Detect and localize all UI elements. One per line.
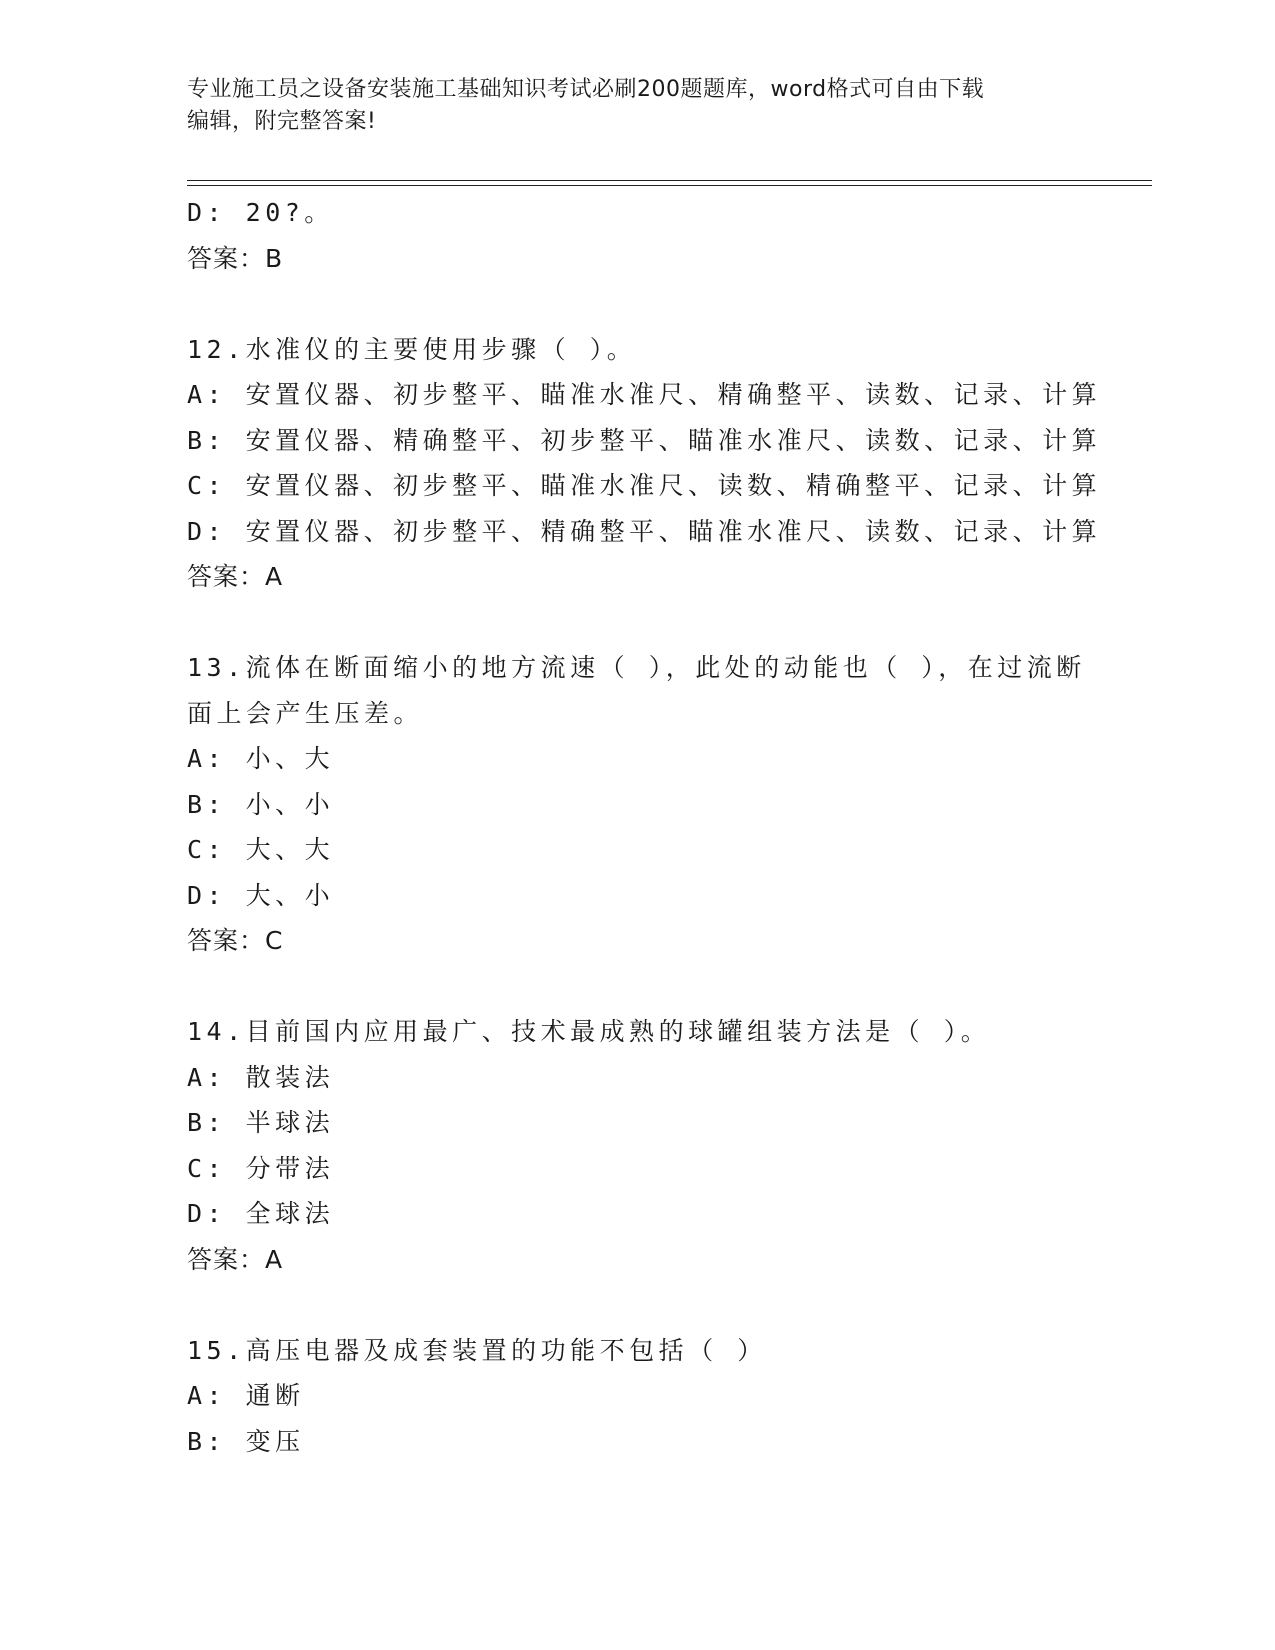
option-b: B: 安置仪器、精确整平、初步整平、瞄准水准尺、读数、记录、计算 [187, 425, 1102, 455]
prev-answer: 答案：B [187, 243, 284, 273]
answer: 答案：A [187, 562, 284, 591]
option-d: D: 大、小 [187, 880, 335, 910]
question-stem: 13.流体在断面缩小的地方流速（ ），此处的动能也（ ），在过流断 [187, 653, 1086, 682]
header-rule-bottom [187, 185, 1152, 186]
question-stem: 15.高压电器及成套装置的功能不包括（ ） [187, 1335, 767, 1365]
option-a: A: 散装法 [187, 1062, 335, 1092]
question-stem-cont: 面上会产生压差。 [187, 698, 424, 728]
option-a: A: 通断 [187, 1381, 305, 1410]
document-header [187, 74, 1067, 138]
option-d: D: 全球法 [187, 1199, 335, 1228]
option-b: B: 变压 [187, 1426, 305, 1456]
header-line-1: 专业施工员之设备安装施工基础知识考试必刷200题题库，word格式可自由下载 [187, 77, 985, 102]
answer: 答案：A [187, 1244, 284, 1274]
option-c: C: 分带法 [187, 1153, 335, 1183]
question-15 [187, 1328, 1087, 1465]
header-rule-top [187, 180, 1152, 181]
question-12 [187, 327, 1102, 600]
question-14 [187, 1009, 1087, 1282]
answer: 答案：C [187, 926, 284, 955]
question-list [187, 190, 1102, 1464]
question-stem: 14.目前国内应用最广、技术最成熟的球罐组装方法是（ ）。 [187, 1017, 991, 1046]
option-b: B: 小、小 [187, 789, 335, 819]
option-c: C: 大、大 [187, 835, 335, 864]
option-b: B: 半球法 [187, 1108, 335, 1137]
option-d: D: 安置仪器、初步整平、精确整平、瞄准水准尺、读数、记录、计算 [187, 516, 1102, 546]
question-stem: 12.水准仪的主要使用步骤（ ）。 [187, 334, 637, 364]
prev-option-d: D: 20?。 [187, 198, 334, 227]
option-a: A: 安置仪器、初步整平、瞄准水准尺、精确整平、读数、记录、计算 [187, 380, 1102, 409]
option-a: A: 小、大 [187, 744, 335, 773]
question-13 [187, 645, 1087, 964]
header-line-2: 编辑，附完整答案! [187, 109, 377, 134]
option-c: C: 安置仪器、初步整平、瞄准水准尺、读数、精确整平、记录、计算 [187, 471, 1102, 500]
